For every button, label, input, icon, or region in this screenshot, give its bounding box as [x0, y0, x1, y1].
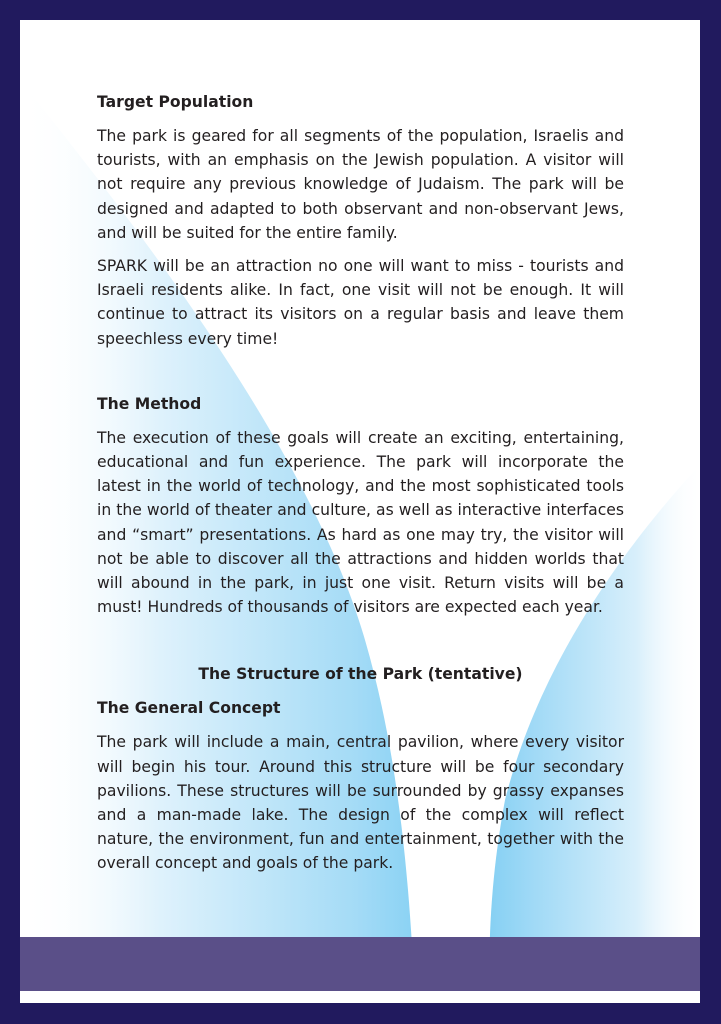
footer-strip	[20, 991, 700, 1003]
document-body	[97, 90, 624, 876]
target-population-heading: Target Population	[97, 93, 254, 111]
method-heading: The Method	[97, 394, 202, 413]
target-population-paragraph-1: The park is geared for all segments of the population, Israelis and tourists, with an emphasis on the Jewish population. A visitor will not require any previous knowledge of Judaism. The park will be designed and adapted to both observant and non-observant Jews, and will be suited for the entire family.	[97, 127, 624, 242]
footer-band	[20, 937, 700, 991]
structure-heading: The Structure of the Park (tentative)	[198, 665, 523, 684]
method-paragraph: The execution of these goals will create an exciting, entertaining, educational and fun experience. The park will incorporate the latest in the world of technology, and the most sophisticated tools in the world of theater and culture, as well as interactive interfaces and “smart” presentations. As hard as one may try, the visitor will not be able to discover all the attractions and hidden worlds that will abound in the park, in just one visit. Return visits will be a must! Hundreds of thousands of visitors are expected each year.	[97, 428, 624, 617]
general-concept-heading: The General Concept	[97, 699, 281, 718]
general-concept-paragraph: The park will include a main, central pavilion, where every visitor will begin his tour. Around this structure will be four secondary pavilions. These structures will be surrounded by grassy expanses and a man-made lake. The design of the complex will reflect nature, the environment, fun and entertainment, together with the overall concept and goals of the park.	[97, 733, 624, 873]
target-population-paragraph-2: SPARK will be an attraction no one will want to miss - tourists and Israeli residents alike. In fact, one visit will not be enough. It will continue to attract its visitors on a regular basis and leave them speechless every time!	[97, 257, 624, 348]
document-page	[20, 20, 700, 1003]
